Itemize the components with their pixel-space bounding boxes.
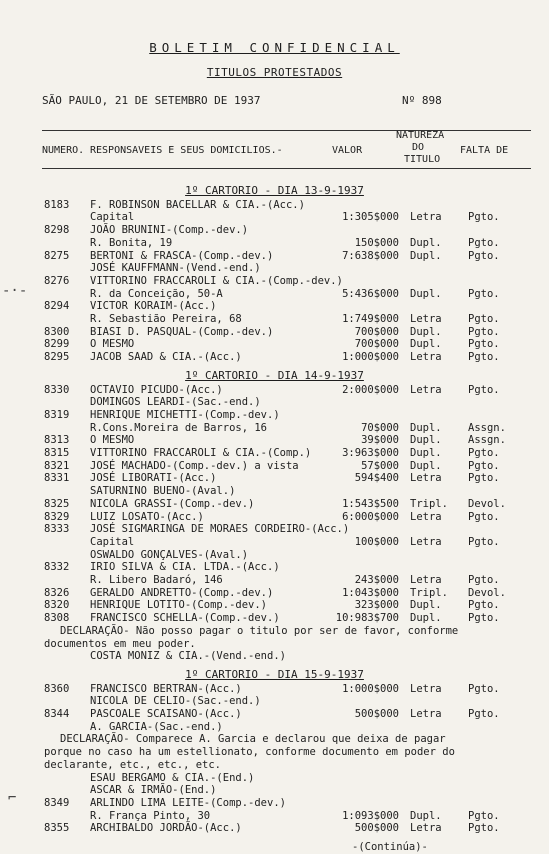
- row-reason: Assgn.: [468, 421, 506, 434]
- row-reason: Assgn.: [468, 434, 506, 447]
- row-responsible: SATURNINO BUENO-(Aval.): [90, 485, 236, 498]
- row-value: 5:436$000: [342, 287, 399, 300]
- row-reason: Pgto.: [468, 249, 500, 262]
- section-title: 1º CARTORIO - DIA 13-9-1937: [185, 184, 364, 197]
- row-number: 8326: [44, 586, 70, 599]
- row-responsible: JOSÉ MACHADO-(Comp.-dev.) a vista: [90, 459, 299, 472]
- row-responsible: HENRIQUE MICHETTI-(Comp.-dev.): [90, 408, 280, 421]
- row-value: 323$000: [354, 599, 399, 612]
- row-nature: Dupl.: [410, 249, 442, 262]
- header-rule-bottom: [42, 168, 531, 169]
- row-number: 8331: [44, 472, 70, 485]
- row-responsible: ARLINDO LIMA LEITE-(Comp.-dev.): [90, 796, 286, 809]
- row-responsible: R. Sebastião Pereira, 68: [90, 313, 242, 325]
- row-responsible: O MESMO: [90, 338, 135, 351]
- row-nature: Letra: [410, 211, 442, 224]
- row-responsible: GERALDO ANDRETTO-(Comp.-dev.): [90, 586, 274, 599]
- row-nature: Dupl.: [410, 338, 442, 351]
- row-responsible: OSWALDO GONÇALVES-(Aval.): [90, 548, 249, 561]
- row-number: 8275: [44, 249, 70, 262]
- row-nature: Letra: [410, 682, 442, 695]
- section-title: 1º CARTORIO - DIA 15-9-1937: [185, 667, 364, 681]
- row-reason: Pgto.: [468, 822, 500, 835]
- row-number: 8355: [44, 822, 70, 835]
- col-numero: NUMERO.: [42, 145, 85, 156]
- row-number: 8332: [44, 561, 70, 574]
- row-responsible: VITTORINO FRACCAROLI & CIA.-(Comp.-dev.): [90, 274, 343, 287]
- row-number: 8360: [44, 682, 70, 695]
- row-value: 100$000: [354, 535, 399, 548]
- row-reason: Pgto.: [468, 510, 500, 523]
- row-responsible: BERTONI & FRASCA-(Comp.-dev.): [90, 249, 274, 262]
- row-number: 8308: [44, 612, 70, 625]
- col-falta: FALTA DE: [460, 145, 509, 156]
- continued-note: -(Continúa)-: [352, 841, 428, 853]
- row-value: 10:983$700: [335, 612, 399, 625]
- row-reason: Devol.: [468, 497, 506, 510]
- row-number: 8183: [44, 198, 70, 211]
- row-nature: Letra: [410, 574, 442, 586]
- col-natureza-3: TITULO: [404, 154, 441, 165]
- row-reason: Pgto.: [468, 574, 500, 586]
- row-nature: Dupl.: [410, 809, 442, 822]
- row-value: 1:000$000: [342, 351, 399, 364]
- table-row: [0, 350, 549, 364]
- table-row: [0, 821, 549, 835]
- row-responsible: HENRIQUE LOTITO-(Comp.-dev.): [90, 599, 268, 612]
- row-responsible: R. Libero Badaró, 146: [90, 574, 223, 586]
- row-responsible: PASCOALE SCAISANO-(Acc.): [90, 708, 242, 720]
- row-responsible: NICOLA GRASSI-(Comp.-dev.): [90, 497, 255, 510]
- row-number: 8320: [44, 599, 70, 612]
- row-value: 70$000: [361, 421, 399, 434]
- row-number: 8344: [44, 708, 70, 720]
- row-nature: Tripl.: [410, 586, 448, 599]
- row-responsible: F. ROBINSON BACELLAR & CIA.-(Acc.): [90, 198, 305, 211]
- row-nature: Dupl.: [410, 421, 442, 434]
- header-rule-top: [42, 130, 531, 131]
- row-reason: Pgto.: [468, 599, 500, 612]
- declaration-text: ASCAR & IRMÃO-(End.): [90, 784, 217, 797]
- document-title: BOLETIM CONFIDENCIAL: [149, 40, 400, 55]
- row-number: 8276: [44, 274, 70, 287]
- row-nature: Letra: [410, 510, 442, 523]
- row-responsible: BIASI D. PASQUAL-(Comp.-dev.): [90, 325, 274, 338]
- row-reason: Pgto.: [468, 708, 500, 720]
- row-value: 700$000: [354, 325, 399, 338]
- row-number: 8321: [44, 459, 70, 472]
- row-responsible: R. França Pinto, 30: [90, 809, 211, 822]
- row-number: 8333: [44, 523, 70, 536]
- dateline: SÃO PAULO, 21 DE SETEMBRO DE 1937: [42, 94, 261, 107]
- row-reason: Pgto.: [468, 383, 500, 396]
- row-number: 8325: [44, 497, 70, 510]
- row-responsible: VITTORINO FRACCAROLI & CIA.-(Comp.): [90, 447, 312, 459]
- row-value: 150$000: [354, 236, 399, 249]
- row-number: 8329: [44, 510, 70, 523]
- row-reason: Pgto.: [468, 236, 500, 249]
- row-nature: Letra: [410, 313, 442, 325]
- row-value: 1:305$000: [342, 211, 399, 224]
- document-subtitle: TITULOS PROTESTADOS: [206, 66, 343, 79]
- row-nature: Tripl.: [410, 497, 448, 510]
- row-responsible: JACOB SAAD & CIA.-(Acc.): [90, 351, 242, 364]
- row-reason: Pgto.: [468, 612, 500, 625]
- declaration-text: DECLARAÇÃO- Comparece A. Garcia e declarou que deixa de pagar: [60, 733, 446, 746]
- bulletin-number: Nº 898: [402, 94, 442, 107]
- row-reason: Pgto.: [468, 313, 500, 325]
- row-value: 1:749$000: [342, 313, 399, 325]
- row-number: 8299: [44, 338, 70, 351]
- row-responsible: O MESMO: [90, 434, 135, 447]
- row-value: 500$000: [354, 708, 399, 720]
- row-value: 243$000: [354, 574, 399, 586]
- row-nature: Dupl.: [410, 325, 442, 338]
- row-number: 8330: [44, 383, 70, 396]
- row-value: 700$000: [354, 338, 399, 351]
- row-responsible: A. GARCIA-(Sac.-end.): [90, 720, 223, 733]
- declaration-text: COSTA MONIZ & CIA.-(Vend.-end.): [90, 650, 286, 663]
- row-reason: Pgto.: [468, 325, 500, 338]
- row-number: 8349: [44, 796, 70, 809]
- row-nature: Dupl.: [410, 236, 442, 249]
- row-value: 500$000: [354, 822, 399, 835]
- row-nature: Letra: [410, 472, 442, 485]
- row-value: 2:000$000: [342, 383, 399, 396]
- row-reason: Pgto.: [468, 351, 500, 364]
- row-reason: Devol.: [468, 586, 506, 599]
- row-responsible: OCTAVIO PICUDO-(Acc.): [90, 383, 223, 396]
- row-nature: Dupl.: [410, 459, 442, 472]
- row-responsible: NICOLA DE CELIO-(Sac.-end.): [90, 695, 261, 708]
- row-reason: Pgto.: [468, 287, 500, 300]
- row-nature: Letra: [410, 351, 442, 364]
- row-responsible: R. da Conceição, 50-A: [90, 287, 223, 300]
- row-nature: Letra: [410, 383, 442, 396]
- row-number: 8315: [44, 447, 70, 459]
- row-reason: Pgto.: [468, 535, 500, 548]
- row-value: 1:543$500: [342, 497, 399, 510]
- row-responsible: JOÃO BRUNINI-(Comp.-dev.): [90, 224, 249, 237]
- row-responsible: JOSÉ LIBORATI-(Acc.): [90, 472, 217, 485]
- row-number: 8319: [44, 408, 70, 421]
- col-responsaveis: RESPONSAVEIS E SEUS DOMICILIOS.-: [90, 145, 283, 156]
- row-number: 8313: [44, 434, 70, 447]
- declaration-text: ESAU BERGAMO & CIA.-(End.): [90, 771, 255, 784]
- row-responsible: R. Bonita, 19: [90, 236, 173, 249]
- row-responsible: DOMINGOS LEARDI-(Sac.-end.): [90, 396, 261, 409]
- row-responsible: JOSÉ SIGMARINGA DE MORAES CORDEIRO-(Acc.): [90, 523, 350, 536]
- row-value: 1:043$000: [342, 586, 399, 599]
- declaration-text: documentos em meu poder.: [44, 637, 196, 650]
- section-title: 1º CARTORIO - DIA 14-9-1937: [185, 368, 364, 382]
- row-reason: Pgto.: [468, 211, 500, 224]
- row-value: 39$000: [361, 434, 399, 447]
- row-value: 594$400: [354, 472, 399, 485]
- row-nature: Letra: [410, 535, 442, 548]
- declaration-text: DECLARAÇÃO- Não posso pagar o titulo por ser de favor, conforme: [60, 624, 459, 637]
- row-number: 8298: [44, 224, 70, 237]
- row-responsible: R.Cons.Moreira de Barros, 16: [90, 421, 268, 434]
- col-valor: VALOR: [332, 145, 363, 156]
- row-nature: Dupl.: [410, 447, 442, 459]
- row-responsible: FRANCISCO SCHELLA-(Comp.-dev.): [90, 612, 280, 625]
- row-value: 1:093$000: [342, 809, 399, 822]
- row-nature: Dupl.: [410, 599, 442, 612]
- row-responsible: ARCHIBALDO JORDÃO-(Acc.): [90, 822, 242, 835]
- row-value: 3:963$000: [342, 447, 399, 459]
- row-reason: Pgto.: [468, 809, 500, 822]
- row-value: 1:000$000: [342, 682, 399, 695]
- row-reason: Pgto.: [468, 682, 500, 695]
- row-nature: Dupl.: [410, 434, 442, 447]
- margin-mark: -·-: [2, 283, 28, 299]
- col-natureza-1: NATUREZA: [396, 130, 445, 141]
- row-reason: Pgto.: [468, 472, 500, 485]
- row-nature: Letra: [410, 708, 442, 720]
- declaration-text: declarante, etc., etc., etc.: [44, 758, 222, 771]
- row-reason: Pgto.: [468, 459, 500, 472]
- row-responsible: JOSÉ KAUFFMANN-(Vend.-end.): [90, 262, 261, 275]
- row-reason: Pgto.: [468, 338, 500, 351]
- row-reason: Pgto.: [468, 447, 500, 459]
- row-responsible: FRANCISCO BERTRAN-(Acc.): [90, 682, 242, 695]
- row-responsible: Capital: [90, 535, 135, 548]
- declaration-text: porque no caso ha um estellionato, conforme documento em poder do: [44, 746, 455, 759]
- row-number: 8294: [44, 300, 70, 313]
- row-number: 8300: [44, 325, 70, 338]
- row-responsible: VICTOR KORAIM-(Acc.): [90, 300, 217, 313]
- row-value: 57$000: [361, 459, 399, 472]
- row-responsible: LUIZ LOSATO-(Acc.): [90, 510, 204, 523]
- row-number: 8295: [44, 351, 70, 364]
- row-responsible: IRIO SILVA & CIA. LTDA.-(Acc.): [90, 561, 280, 574]
- row-nature: Letra: [410, 822, 442, 835]
- row-responsible: Capital: [90, 211, 135, 224]
- row-nature: Dupl.: [410, 612, 442, 625]
- col-natureza-2: DO: [412, 142, 425, 153]
- row-nature: Dupl.: [410, 287, 442, 300]
- row-value: 6:000$000: [342, 510, 399, 523]
- margin-mark: ⌐: [8, 790, 17, 806]
- row-value: 7:638$000: [342, 249, 399, 262]
